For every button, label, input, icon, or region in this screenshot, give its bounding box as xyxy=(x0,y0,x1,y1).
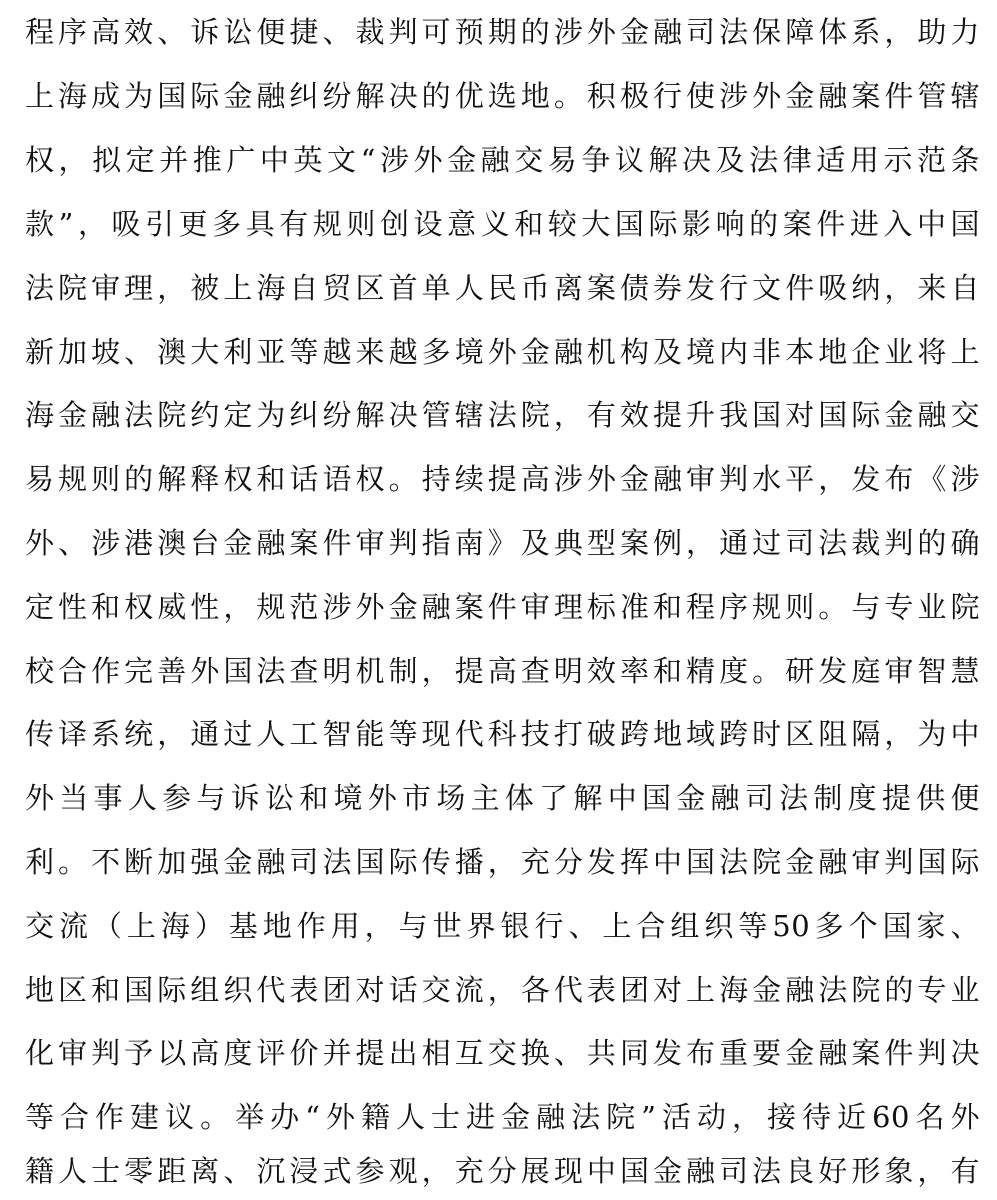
text-line: 上海成为国际金融纠纷解决的优选地。积极行使涉外金融案件管辖 xyxy=(25,79,980,113)
text-line: 法院审理，被上海自贸区首单人民币离案债券发行文件吸纳，来自 xyxy=(25,271,980,305)
text-line: 化审判予以高度评价并提出相互交换、共同发布重要金融案件判决 xyxy=(25,1036,980,1070)
text-line: 传译系统，通过人工智能等现代科技打破跨地域跨时区阻隔，为中 xyxy=(25,717,980,751)
text-line: 款”，吸引更多具有规则创设意义和较大国际影响的案件进入中国 xyxy=(25,207,980,241)
text-line: 程序高效、诉讼便捷、裁判可预期的涉外金融司法保障体系，助力 xyxy=(25,15,980,49)
text-line: 等合作建议。举办“外籍人士进金融法院”活动，接待近60名外 xyxy=(25,1100,980,1134)
text-line: 定性和权威性，规范涉外金融案件审理标准和程序规则。与专业院 xyxy=(25,590,980,624)
text-line: 易规则的解释权和话语权。持续提高涉外金融审判水平，发布《涉 xyxy=(25,462,980,496)
text-line: 籍人士零距离、沉浸式参观，充分展现中国金融司法良好形象，有 xyxy=(25,1154,980,1188)
text-line: 外当事人参与诉讼和境外市场主体了解中国金融司法制度提供便 xyxy=(25,781,980,815)
text-line: 地区和国际组织代表团对话交流，各代表团对上海金融法院的专业 xyxy=(25,973,980,1007)
text-line: 新加坡、澳大利亚等越来越多境外金融机构及境内非本地企业将上 xyxy=(25,335,980,369)
text-line: 交流（上海）基地作用，与世界银行、上合组织等50多个国家、 xyxy=(25,909,980,943)
text-line: 海金融法院约定为纠纷解决管辖法院，有效提升我国对国际金融交 xyxy=(25,398,980,432)
text-line: 利。不断加强金融司法国际传播，充分发挥中国法院金融审判国际 xyxy=(25,845,980,879)
text-line: 外、涉港澳台金融案件审判指南》及典型案例，通过司法裁判的确 xyxy=(25,526,980,560)
text-line: 校合作完善外国法查明机制，提高查明效率和精度。研发庭审智慧 xyxy=(25,654,980,688)
text-line: 权，拟定并推广中英文“涉外金融交易争议解决及法律适用示范条 xyxy=(25,143,980,177)
